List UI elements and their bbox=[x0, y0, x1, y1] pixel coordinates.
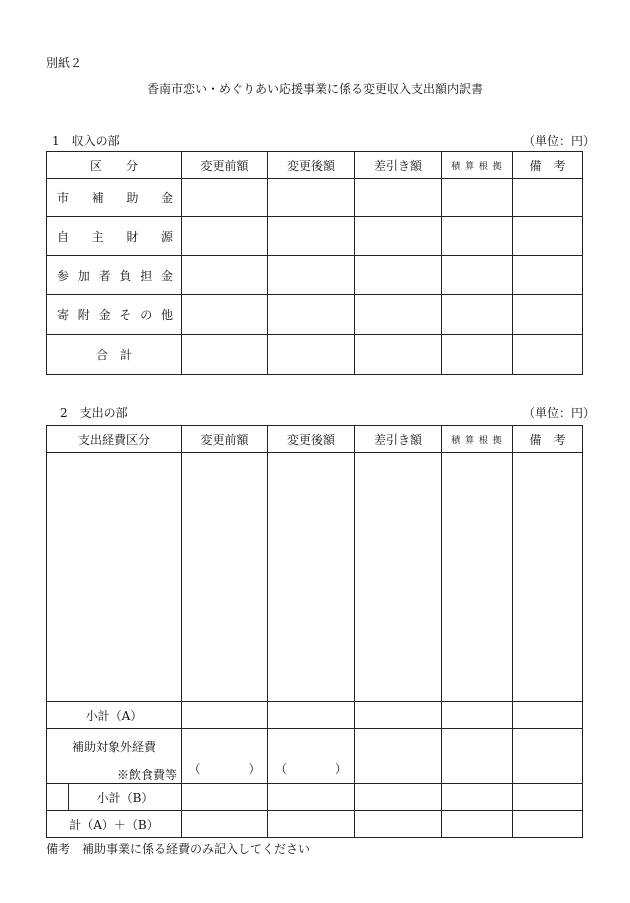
income-cell[interactable] bbox=[442, 217, 513, 256]
expense-cell[interactable] bbox=[355, 453, 442, 702]
expense-body-row bbox=[47, 453, 583, 702]
expense-cell[interactable] bbox=[182, 784, 268, 811]
income-cell[interactable] bbox=[355, 335, 442, 375]
income-cell[interactable] bbox=[513, 295, 583, 335]
income-total-row bbox=[47, 335, 583, 375]
expense-header-before: 変更前額 bbox=[182, 426, 268, 453]
after-amount-cell[interactable] bbox=[268, 729, 355, 784]
income-cell[interactable] bbox=[268, 179, 355, 217]
expense-cell[interactable] bbox=[355, 702, 442, 729]
income-header-row bbox=[47, 152, 583, 179]
income-cell[interactable] bbox=[268, 295, 355, 335]
subtotal-b-row bbox=[47, 784, 583, 811]
indent-spacer bbox=[47, 784, 69, 811]
income-cell[interactable] bbox=[182, 179, 268, 217]
expense-cell[interactable] bbox=[442, 729, 513, 784]
income-cell[interactable] bbox=[268, 217, 355, 256]
income-cell[interactable] bbox=[442, 335, 513, 375]
income-cell[interactable] bbox=[513, 256, 583, 295]
income-cell[interactable] bbox=[182, 256, 268, 295]
income-cell[interactable] bbox=[355, 179, 442, 217]
expense-cell[interactable] bbox=[355, 784, 442, 811]
expense-cell[interactable] bbox=[268, 453, 355, 702]
subtotal-a-label: 小計（A） bbox=[47, 702, 182, 729]
expense-cell[interactable] bbox=[355, 811, 442, 838]
subtotal-b-label: 小計（B） bbox=[69, 784, 182, 811]
expense-cell[interactable] bbox=[513, 453, 583, 702]
income-cell[interactable] bbox=[513, 335, 583, 375]
expense-cell[interactable] bbox=[182, 811, 268, 838]
expense-cell[interactable] bbox=[442, 453, 513, 702]
attachment-label: 別紙２ bbox=[46, 56, 83, 70]
expense-cell[interactable] bbox=[355, 729, 442, 784]
income-header-remarks: 備 考 bbox=[513, 152, 583, 179]
expense-cell[interactable] bbox=[182, 702, 268, 729]
paren-placeholder: （ ） bbox=[274, 762, 347, 776]
non-subsidy-label: 補助対象外経費 bbox=[72, 740, 157, 754]
paren-placeholder: （ ） bbox=[188, 762, 261, 776]
income-header-difference: 差引き額 bbox=[355, 152, 442, 179]
income-row-label: 自主財源 bbox=[47, 217, 182, 256]
income-unit: （単位：円） bbox=[523, 134, 596, 148]
expense-cell[interactable] bbox=[513, 702, 583, 729]
income-table bbox=[46, 151, 583, 375]
expense-header-remarks: 備 考 bbox=[513, 426, 583, 453]
expense-cell[interactable] bbox=[268, 702, 355, 729]
expense-cell[interactable] bbox=[442, 811, 513, 838]
expense-cell[interactable] bbox=[442, 784, 513, 811]
page-title: 香南市恋い・めぐりあい応援事業に係る変更収入支出額内訳書 bbox=[146, 82, 483, 96]
before-amount-cell[interactable] bbox=[182, 729, 268, 784]
income-header-before: 変更前額 bbox=[182, 152, 268, 179]
income-header-basis: 積 算 根 拠 bbox=[442, 152, 513, 179]
income-section-title: 1 収入の部 bbox=[52, 134, 120, 148]
income-row-label: 参加者負担金 bbox=[47, 256, 182, 295]
expense-item-cell[interactable] bbox=[47, 453, 182, 702]
expense-cell[interactable] bbox=[513, 729, 583, 784]
food-etc-label: ※飲食費等 bbox=[116, 768, 177, 782]
expense-header-row bbox=[47, 426, 583, 453]
income-cell[interactable] bbox=[355, 217, 442, 256]
subtotal-a-row bbox=[47, 702, 583, 729]
expense-header-category: 支出経費区分 bbox=[47, 426, 182, 453]
expense-table bbox=[46, 425, 583, 838]
income-cell[interactable] bbox=[513, 179, 583, 217]
income-row-label: 寄附金その他 bbox=[47, 295, 182, 335]
table-row bbox=[47, 179, 583, 217]
income-cell[interactable] bbox=[513, 217, 583, 256]
income-cell[interactable] bbox=[182, 335, 268, 375]
grand-total-row bbox=[47, 811, 583, 838]
expense-cell[interactable] bbox=[182, 453, 268, 702]
income-cell[interactable] bbox=[182, 217, 268, 256]
income-cell[interactable] bbox=[268, 256, 355, 295]
income-cell[interactable] bbox=[355, 256, 442, 295]
expense-cell[interactable] bbox=[268, 811, 355, 838]
non-subsidy-label-cell bbox=[47, 729, 182, 784]
non-subsidy-row bbox=[47, 729, 583, 784]
footnote: 備考 補助事業に係る経費のみ記入してください bbox=[46, 842, 311, 856]
income-header-after: 変更後額 bbox=[268, 152, 355, 179]
income-cell[interactable] bbox=[182, 295, 268, 335]
expense-header-basis: 積 算 根 拠 bbox=[442, 426, 513, 453]
expense-header-difference: 差引き額 bbox=[355, 426, 442, 453]
income-header-category: 区 分 bbox=[47, 152, 182, 179]
income-cell[interactable] bbox=[442, 179, 513, 217]
table-row bbox=[47, 217, 583, 256]
grand-total-label: 計（A）＋（B） bbox=[47, 811, 182, 838]
expense-unit: （単位：円） bbox=[523, 406, 596, 420]
expense-header-after: 変更後額 bbox=[268, 426, 355, 453]
expense-cell[interactable] bbox=[513, 811, 583, 838]
income-total-label: 合 計 bbox=[47, 335, 182, 375]
expense-cell[interactable] bbox=[513, 784, 583, 811]
table-row bbox=[47, 256, 583, 295]
income-row-label: 市補助金 bbox=[47, 179, 182, 217]
expense-section-title: 2 支出の部 bbox=[60, 406, 128, 420]
expense-cell[interactable] bbox=[442, 702, 513, 729]
income-cell[interactable] bbox=[355, 295, 442, 335]
income-cell[interactable] bbox=[442, 256, 513, 295]
income-cell[interactable] bbox=[442, 295, 513, 335]
expense-cell[interactable] bbox=[268, 784, 355, 811]
income-cell[interactable] bbox=[268, 335, 355, 375]
table-row bbox=[47, 295, 583, 335]
